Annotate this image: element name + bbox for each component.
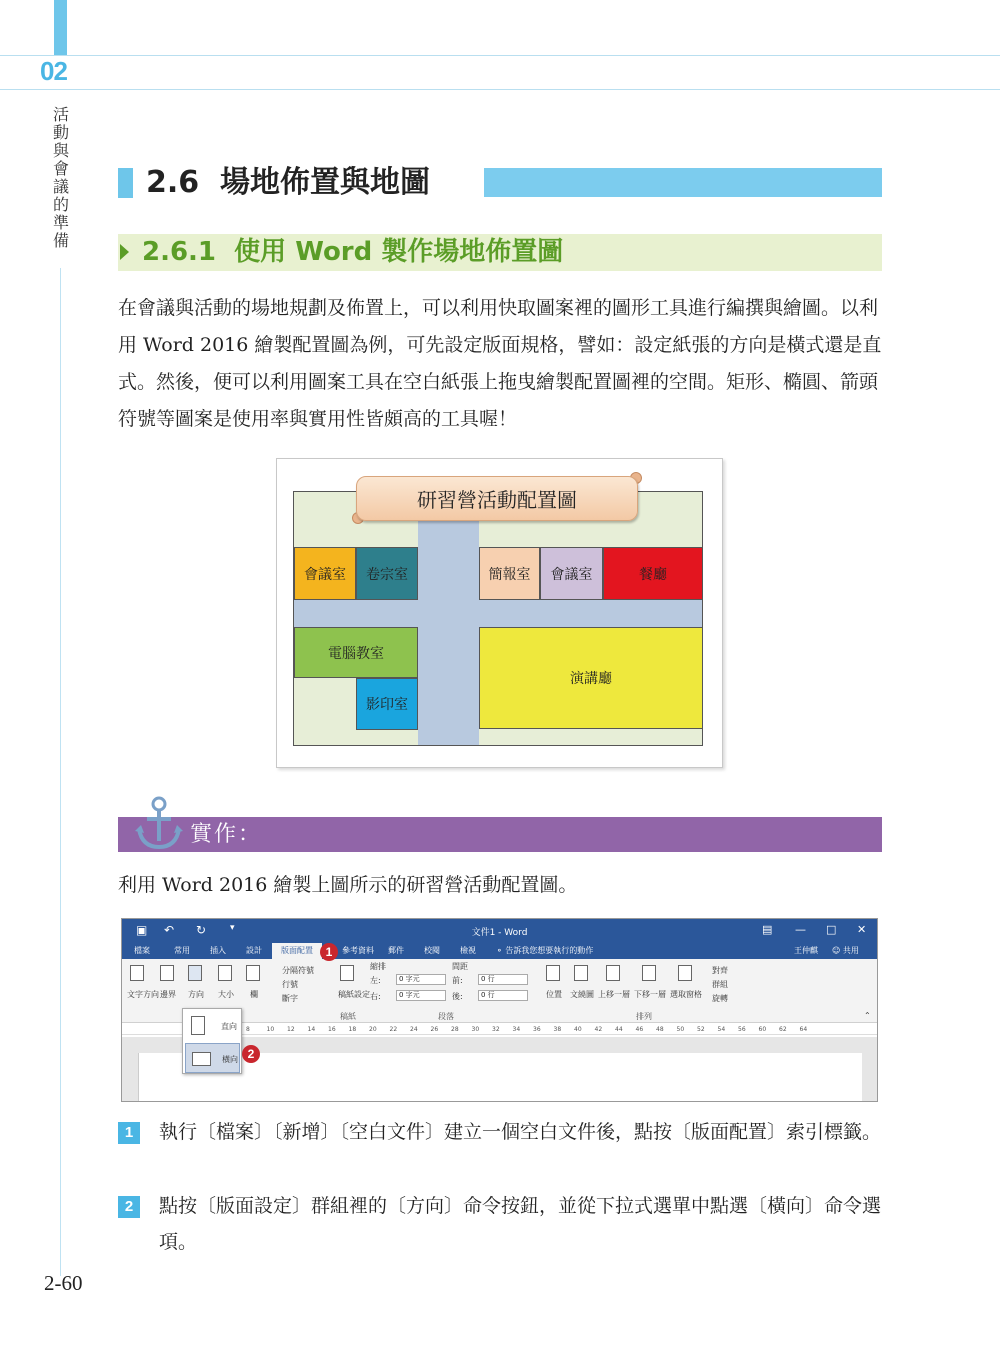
group-label-arrange: 排列 bbox=[636, 1012, 652, 1021]
position-icon[interactable] bbox=[546, 965, 560, 981]
section-title: 場地佈置與地圖 bbox=[220, 165, 431, 200]
margins-icon[interactable] bbox=[160, 965, 174, 981]
ruler-mark: 24 bbox=[410, 1026, 418, 1033]
save-icon[interactable]: ▣ bbox=[136, 923, 148, 937]
bring-forward-button[interactable]: 上移一層 bbox=[598, 990, 630, 999]
ribbon-display-icon[interactable]: ▤ bbox=[762, 923, 773, 936]
tab-file[interactable]: 檔案 bbox=[134, 946, 150, 955]
tab-references[interactable]: 參考資料 bbox=[342, 946, 374, 955]
step-2-badge: 2 bbox=[118, 1196, 140, 1218]
word-title-bar bbox=[122, 919, 877, 942]
practice-label: 實作： bbox=[190, 822, 263, 847]
top-rule bbox=[0, 55, 1000, 56]
ruler-mark: 56 bbox=[738, 1026, 746, 1033]
align-button[interactable]: 對齊 bbox=[712, 966, 728, 975]
spacing-label: 間距 bbox=[452, 962, 468, 971]
step-2-text: 點按〔版面設定〕群組裡的〔方向〕命令按鈕，並從下拉式選單中點選〔橫向〕命令選項。 bbox=[159, 1195, 882, 1253]
indent-left-input[interactable]: 0 字元 bbox=[396, 974, 446, 985]
ruler-mark: 52 bbox=[697, 1026, 705, 1033]
position-button[interactable]: 位置 bbox=[546, 990, 562, 999]
step-1-badge: 1 bbox=[118, 1122, 140, 1144]
ruler-mark: 22 bbox=[389, 1026, 398, 1033]
room-meeting-2: 會議室 bbox=[540, 547, 603, 600]
spacing-after-input[interactable]: 0 行 bbox=[478, 990, 528, 1001]
spacing-after-label: 後: bbox=[452, 992, 463, 1001]
share-label: 共用 bbox=[842, 946, 859, 955]
ruler-mark: 28 bbox=[451, 1026, 459, 1033]
room-print: 影印室 bbox=[356, 678, 418, 730]
room-meeting-1: 會議室 bbox=[294, 547, 356, 600]
top-accent-bar bbox=[54, 0, 67, 56]
tab-layout[interactable]: 版面配置 bbox=[272, 943, 322, 959]
room-briefing: 簡報室 bbox=[479, 547, 540, 600]
anchor-icon bbox=[134, 795, 184, 851]
orientation-button[interactable]: 方向 bbox=[188, 990, 204, 999]
tab-home[interactable]: 常用 bbox=[174, 946, 190, 955]
tell-me-box[interactable] bbox=[496, 945, 593, 956]
callout-2: 2 bbox=[242, 1045, 260, 1063]
section-number: 2.6 bbox=[146, 165, 200, 200]
chapter-rule bbox=[0, 89, 1000, 90]
word-tab-bar bbox=[122, 942, 877, 959]
ruler-mark: 38 bbox=[553, 1026, 562, 1033]
page-number: 2-60 bbox=[44, 1271, 83, 1295]
spacing-before-input[interactable]: 0 行 bbox=[478, 974, 528, 985]
breaks-button[interactable]: 分隔符號 bbox=[282, 966, 314, 975]
ruler-mark: 12 bbox=[287, 1026, 295, 1033]
landscape-option[interactable] bbox=[185, 1043, 240, 1073]
side-line bbox=[60, 268, 61, 1276]
corridor-horizontal bbox=[294, 600, 702, 627]
floor-plan-title: 研習營活動配置圖 bbox=[356, 476, 638, 521]
quick-access-dropdown-icon[interactable]: ▾ bbox=[230, 923, 235, 933]
bring-forward-icon[interactable] bbox=[606, 965, 620, 981]
ruler-mark: 16 bbox=[328, 1026, 336, 1033]
line-numbers-button[interactable]: 行號 bbox=[282, 980, 298, 989]
ruler-mark: 50 bbox=[676, 1026, 685, 1033]
tab-design[interactable]: 設計 bbox=[246, 946, 262, 955]
ruler-mark: 30 bbox=[471, 1026, 480, 1033]
room-lecture-hall: 演講廳 bbox=[479, 627, 703, 729]
ruler-mark: 14 bbox=[307, 1026, 316, 1033]
ruler-mark: 18 bbox=[348, 1026, 357, 1033]
group-button[interactable]: 群組 bbox=[712, 980, 728, 989]
draft-settings-button[interactable]: 稿紙設定 bbox=[338, 990, 370, 999]
landscape-label: 橫向 bbox=[222, 1055, 238, 1064]
collapse-ribbon-icon[interactable]: ⌃ bbox=[864, 1011, 871, 1020]
room-computer-classroom: 電腦教室 bbox=[294, 627, 418, 678]
wrap-text-icon[interactable] bbox=[574, 965, 588, 981]
selection-pane-button[interactable]: 選取窗格 bbox=[670, 990, 702, 999]
word-screenshot bbox=[121, 918, 878, 1102]
send-backward-icon[interactable] bbox=[642, 965, 656, 981]
person-icon: ☺ bbox=[832, 946, 841, 955]
send-backward-button[interactable]: 下移一層 bbox=[634, 990, 666, 999]
intro-paragraph: 在會議與活動的場地規劃及佈置上，可以利用快取圖案裡的圖形工具進行編撰與繪圖。以利用 Word 2016 繪製配置圖為例，可先設定版面規格，譬如：設定紙張的方向是橫式還是直式。然後，便可以利用圖案工具在空白紙張上拖曳繪製配置圖裡的空間。矩形、橢圓、箭頭符號等圖案是使用率與實用性皆頗高的工具喔！ bbox=[118, 297, 882, 430]
ruler-mark: 48 bbox=[656, 1026, 664, 1033]
ruler-mark: 40 bbox=[574, 1026, 582, 1033]
indent-right-input[interactable]: 0 字元 bbox=[396, 990, 446, 1001]
close-icon[interactable]: ✕ bbox=[857, 923, 867, 936]
text-direction-button[interactable]: 文字方向 bbox=[127, 990, 159, 999]
tab-review[interactable]: 校閱 bbox=[424, 946, 440, 955]
rotate-button[interactable]: 旋轉 bbox=[712, 994, 728, 1003]
size-icon[interactable] bbox=[218, 965, 232, 981]
maximize-icon[interactable]: □ bbox=[826, 923, 837, 936]
chapter-number: 02 bbox=[40, 56, 67, 86]
ruler-mark: 10 bbox=[266, 1026, 275, 1033]
redo-icon[interactable]: ↻ bbox=[196, 923, 207, 937]
room-archive: 卷宗室 bbox=[356, 547, 418, 600]
landscape-page-icon bbox=[192, 1052, 211, 1066]
ruler-mark: 64 bbox=[799, 1026, 808, 1033]
triangle-right-icon bbox=[120, 244, 129, 260]
indent-left-label: 左: bbox=[370, 976, 381, 985]
indent-label: 縮排 bbox=[370, 962, 386, 971]
tell-me-text: 告訴我您想要執行的動作 bbox=[505, 946, 594, 955]
group-label-paragraph: 段落 bbox=[438, 1012, 454, 1021]
selection-pane-icon[interactable] bbox=[678, 965, 692, 981]
step-1-text: 執行〔檔案〕〔新增〕〔空白文件〕建立一個空白文件後，點按〔版面配置〕索引標籤。 bbox=[159, 1121, 882, 1143]
chapter-title: 活動與會議的準備 bbox=[52, 105, 69, 250]
orientation-icon[interactable] bbox=[188, 965, 202, 981]
minimize-icon[interactable]: — bbox=[795, 923, 806, 936]
practice-task: 利用 Word 2016 繪製上圖所示的研習營活動配置圖。 bbox=[118, 874, 578, 896]
ruler-mark: 20 bbox=[369, 1026, 377, 1033]
size-button[interactable]: 大小 bbox=[218, 990, 234, 999]
hyphenation-button[interactable]: 斷字 bbox=[282, 994, 298, 1003]
ruler-mark: 42 bbox=[594, 1026, 603, 1033]
corridor-vertical bbox=[418, 492, 479, 745]
text-direction-icon[interactable] bbox=[130, 965, 144, 981]
tab-view[interactable]: 檢視 bbox=[460, 946, 476, 955]
subsection-heading-text bbox=[142, 234, 563, 271]
wrap-text-button[interactable]: 文繞圖 bbox=[570, 990, 594, 999]
undo-icon[interactable]: ↶ bbox=[164, 923, 175, 937]
section-heading bbox=[118, 160, 882, 206]
tab-insert[interactable]: 插入 bbox=[210, 946, 226, 955]
word-window-title: 文件1 - Word bbox=[471, 928, 528, 938]
section-heading-text bbox=[146, 160, 430, 206]
ruler-mark: 46 bbox=[635, 1026, 644, 1033]
draft-icon[interactable] bbox=[340, 965, 354, 981]
callout-1: 1 bbox=[320, 943, 338, 961]
ruler-mark: 8 bbox=[246, 1026, 250, 1033]
ruler-mark: 54 bbox=[717, 1026, 726, 1033]
ruler-mark: 60 bbox=[758, 1026, 767, 1033]
room-dining: 餐廳 bbox=[603, 547, 703, 600]
ruler-mark: 44 bbox=[615, 1026, 623, 1033]
indent-right-label: 右: bbox=[370, 992, 381, 1001]
user-name[interactable]: 王仲麒 bbox=[794, 946, 818, 955]
group-label-draft: 稿紙 bbox=[340, 1012, 356, 1021]
subsection-number: 2.6.1 bbox=[142, 237, 217, 267]
portrait-option[interactable] bbox=[185, 1011, 240, 1041]
lightbulb-icon: ⚬ bbox=[496, 946, 503, 955]
spacing-before-label: 前: bbox=[452, 976, 463, 985]
tab-mailings[interactable]: 郵件 bbox=[388, 946, 404, 955]
ruler-mark: 36 bbox=[533, 1026, 541, 1033]
margins-button[interactable]: 邊界 bbox=[160, 990, 176, 999]
orientation-dropdown bbox=[182, 1008, 242, 1074]
share-button[interactable] bbox=[832, 945, 859, 956]
portrait-page-icon bbox=[191, 1016, 205, 1035]
subsection-heading bbox=[118, 234, 882, 271]
columns-icon[interactable] bbox=[246, 965, 260, 981]
ruler-mark: 62 bbox=[779, 1026, 787, 1033]
ruler-mark: 32 bbox=[492, 1026, 500, 1033]
ruler-mark: 26 bbox=[430, 1026, 439, 1033]
columns-button[interactable]: 欄 bbox=[250, 990, 258, 999]
section-heading-bar bbox=[484, 168, 882, 197]
ruler-mark: 34 bbox=[512, 1026, 521, 1033]
portrait-label: 直向 bbox=[221, 1022, 237, 1031]
subsection-title: 使用 Word 製作場地佈置圖 bbox=[234, 237, 564, 267]
section-heading-mark bbox=[118, 168, 133, 198]
